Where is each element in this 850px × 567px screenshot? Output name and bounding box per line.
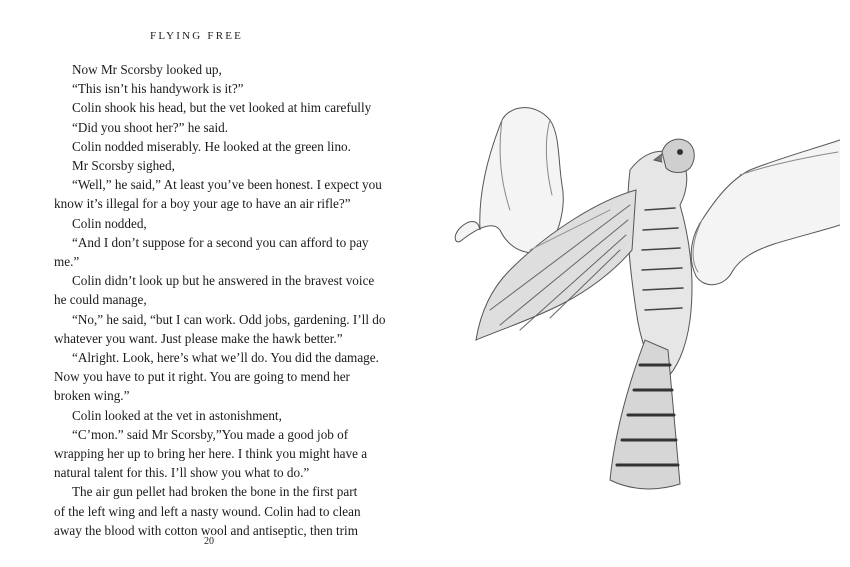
paragraph <box>54 137 384 156</box>
left-hand-sketch <box>455 108 563 253</box>
page-number: 20 <box>204 536 214 547</box>
hawk-in-hands-illustration <box>440 80 840 520</box>
text-line: The air gun pellet had broken the bone in the first part <box>72 484 358 500</box>
text-line: “Well,” he said,” At least you’ve been honest. I expect you <box>72 177 382 193</box>
text-line: whatever you want. Just please make the hawk better.” <box>54 330 343 346</box>
paragraph <box>54 406 384 425</box>
paragraph <box>54 482 384 540</box>
text-line: broken wing.” <box>54 388 130 404</box>
paragraph <box>54 214 384 233</box>
paragraph <box>54 348 384 406</box>
running-head: FLYING FREE <box>150 30 244 42</box>
paragraph <box>54 310 384 348</box>
right-hand-sketch <box>691 140 840 285</box>
text-line: Mr Scorsby sighed, <box>72 158 175 174</box>
text-line: wrapping her up to bring her here. I think you might have a <box>54 446 368 462</box>
paragraph <box>54 118 384 137</box>
text-line: Colin shook his head, but the vet looked at him carefully <box>72 100 372 116</box>
text-line: Colin looked at the vet in astonishment, <box>72 407 282 423</box>
text-line: away the blood with cotton wool and antiseptic, then trim <box>54 522 358 538</box>
text-line: “No,” he said, “but I can work. Odd jobs, gardening. I’ll do <box>72 311 386 327</box>
paragraph <box>54 60 384 79</box>
hawk-body-sketch <box>628 151 692 380</box>
text-line: “Alright. Look, here’s what we’ll do. You did the damage. <box>72 350 379 366</box>
text-line: he could manage, <box>54 292 147 308</box>
paragraph <box>54 79 384 98</box>
paragraph <box>54 156 384 175</box>
text-line: know it’s illegal for a boy your age to have an air rifle?” <box>54 196 351 212</box>
text-line: Colin didn’t look up but he answered in the bravest voice <box>72 273 375 289</box>
text-line: of the left wing and left a nasty wound. Colin had to clean <box>54 503 361 519</box>
paragraph <box>54 98 384 117</box>
text-line: Colin nodded, <box>72 215 147 231</box>
text-line: me.” <box>54 254 80 270</box>
body-text <box>54 60 384 540</box>
text-line: “Did you shoot her?” he said. <box>72 119 229 135</box>
text-line: Now you have to put it right. You are going to mend her <box>54 369 350 385</box>
text-line: “This isn’t his handywork is it?” <box>72 81 244 97</box>
paragraph <box>54 175 384 213</box>
text-line: Colin nodded miserably. He looked at the green lino. <box>72 138 351 154</box>
paragraph <box>54 233 384 271</box>
text-line: “And I don’t suppose for a second you can afford to pay <box>72 234 369 250</box>
paragraph <box>54 271 384 309</box>
text-line: natural talent for this. I’ll show you what to do.” <box>54 465 310 481</box>
hawk-head-sketch <box>662 139 694 172</box>
text-line: “C’mon.” said Mr Scorsby,”You made a good job of <box>72 426 349 442</box>
paragraph <box>54 425 384 483</box>
text-line: Now Mr Scorsby looked up, <box>72 62 222 77</box>
